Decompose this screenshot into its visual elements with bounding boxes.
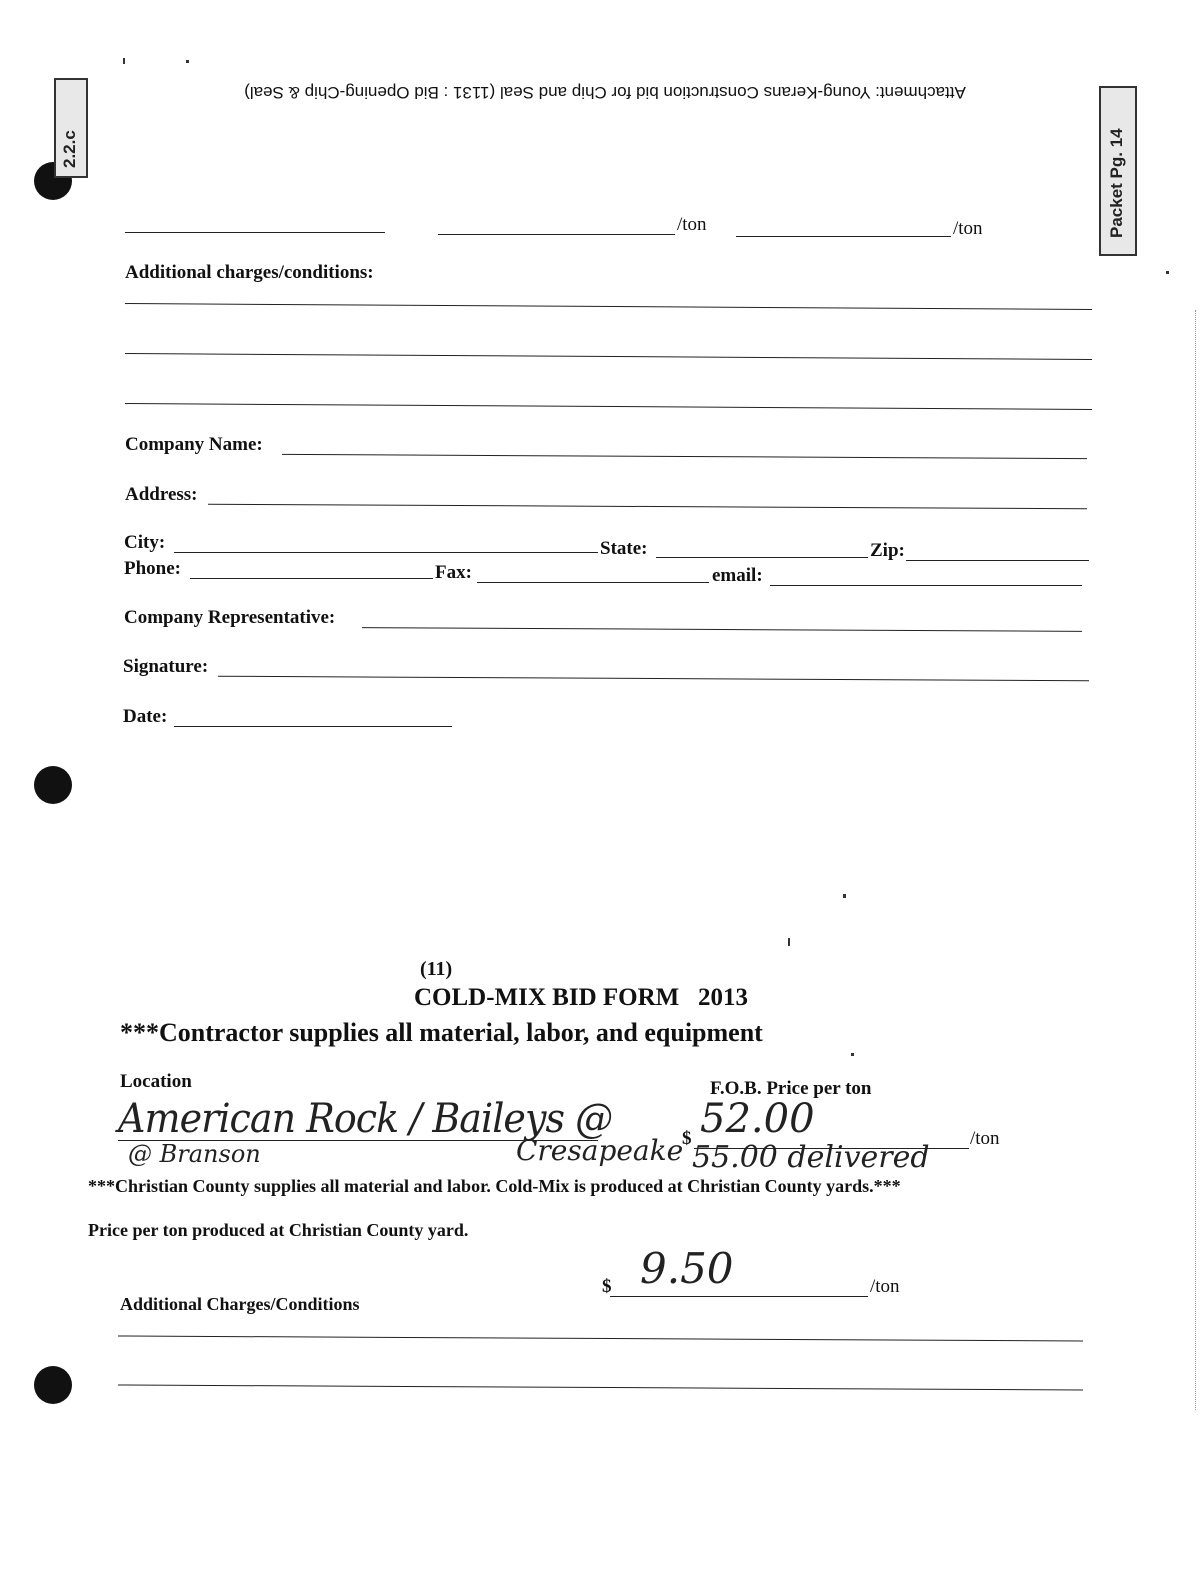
- fax-field[interactable]: [477, 582, 709, 583]
- additional-conditions-line-2[interactable]: [118, 1384, 1083, 1390]
- phone-label: Phone:: [124, 558, 181, 579]
- scan-edge: [1193, 310, 1196, 1410]
- punch-hole-middle: [34, 766, 72, 804]
- county-currency: $: [602, 1276, 612, 1297]
- zip-label: Zip:: [870, 540, 905, 561]
- price-blank-1[interactable]: [125, 232, 385, 233]
- additional-charges-label: Additional charges/conditions:: [125, 262, 374, 283]
- scan-mark: [788, 938, 790, 946]
- packet-page-label: Packet Pg. 14: [1107, 128, 1126, 238]
- county-price-handwritten: 9.50: [640, 1244, 734, 1293]
- signature-label: Signature:: [123, 656, 209, 677]
- additional-charges-line-3[interactable]: [125, 403, 1092, 410]
- location-label: Location: [120, 1071, 192, 1092]
- state-label: State:: [600, 538, 648, 559]
- fob-per-ton: /ton: [970, 1128, 1000, 1149]
- form-title: COLD-MIX BID FORM 2013: [414, 984, 749, 1011]
- fob-delivered-handwritten: 55.00 delivered: [692, 1140, 930, 1175]
- county-per-ton: /ton: [870, 1276, 900, 1297]
- scan-mark: [843, 894, 846, 898]
- additional-charges-line-1[interactable]: [125, 303, 1092, 310]
- scan-mark: [123, 58, 125, 64]
- email-field[interactable]: [770, 585, 1082, 586]
- location-field[interactable]: [118, 1140, 598, 1141]
- location-handwritten-cresapeake: Cresapeake: [516, 1134, 684, 1167]
- form-subtitle: ***Contractor supplies all material, labor, and equipment: [120, 1018, 763, 1047]
- fax-label: Fax:: [435, 562, 472, 583]
- county-price-field[interactable]: [610, 1296, 868, 1297]
- zip-field[interactable]: [906, 560, 1089, 561]
- form-number: (11): [420, 958, 453, 980]
- packet-page-tab: [1099, 86, 1137, 256]
- per-ton-label-2: /ton: [953, 218, 983, 239]
- county-price-label: Price per ton produced at Christian County yard.: [88, 1220, 469, 1240]
- additional-conditions-line-1[interactable]: [118, 1335, 1083, 1341]
- address-label: Address:: [125, 484, 198, 505]
- additional-conditions-label: Additional Charges/Conditions: [120, 1294, 360, 1314]
- price-blank-3[interactable]: [736, 236, 951, 237]
- city-label: City:: [124, 532, 166, 553]
- price-blank-2[interactable]: [438, 234, 675, 235]
- punch-hole-bottom: [34, 1366, 72, 1404]
- location-handwritten: American Rock / Baileys @: [118, 1096, 613, 1142]
- company-name-label: Company Name:: [125, 434, 263, 455]
- scan-mark: [851, 1053, 854, 1056]
- fob-currency: $: [682, 1128, 692, 1149]
- fob-price-handwritten: 52.00: [700, 1096, 815, 1142]
- scan-mark: [186, 60, 189, 63]
- section-tab: [54, 78, 88, 178]
- address-field[interactable]: [208, 504, 1087, 510]
- additional-charges-line-2[interactable]: [125, 353, 1092, 360]
- scan-mark: [1166, 271, 1169, 274]
- company-representative-field[interactable]: [362, 627, 1082, 632]
- attachment-header: [180, 82, 1030, 102]
- fob-label: F.O.B. Price per ton: [710, 1078, 872, 1099]
- per-ton-label-1: /ton: [677, 214, 707, 235]
- city-field[interactable]: [174, 552, 598, 553]
- signature-field[interactable]: [218, 676, 1089, 682]
- section-tab-label: 2.2.c: [60, 130, 79, 168]
- state-field[interactable]: [656, 557, 868, 558]
- county-note: ***Christian County supplies all material and labor. Cold-Mix is produced at Christian County yards.***: [88, 1176, 901, 1196]
- company-name-field[interactable]: [282, 454, 1087, 459]
- email-label: email:: [712, 565, 763, 586]
- phone-field[interactable]: [190, 578, 433, 579]
- date-field[interactable]: [174, 726, 452, 727]
- company-representative-label: Company Representative:: [124, 607, 336, 628]
- location-handwritten-branson: @ Branson: [128, 1140, 261, 1168]
- attachment-text: Attachment: Young-Kerans Construction bid for Chip and Seal (1131 : Bid Opening-Chip & Seal): [244, 83, 966, 102]
- date-label: Date:: [123, 706, 168, 727]
